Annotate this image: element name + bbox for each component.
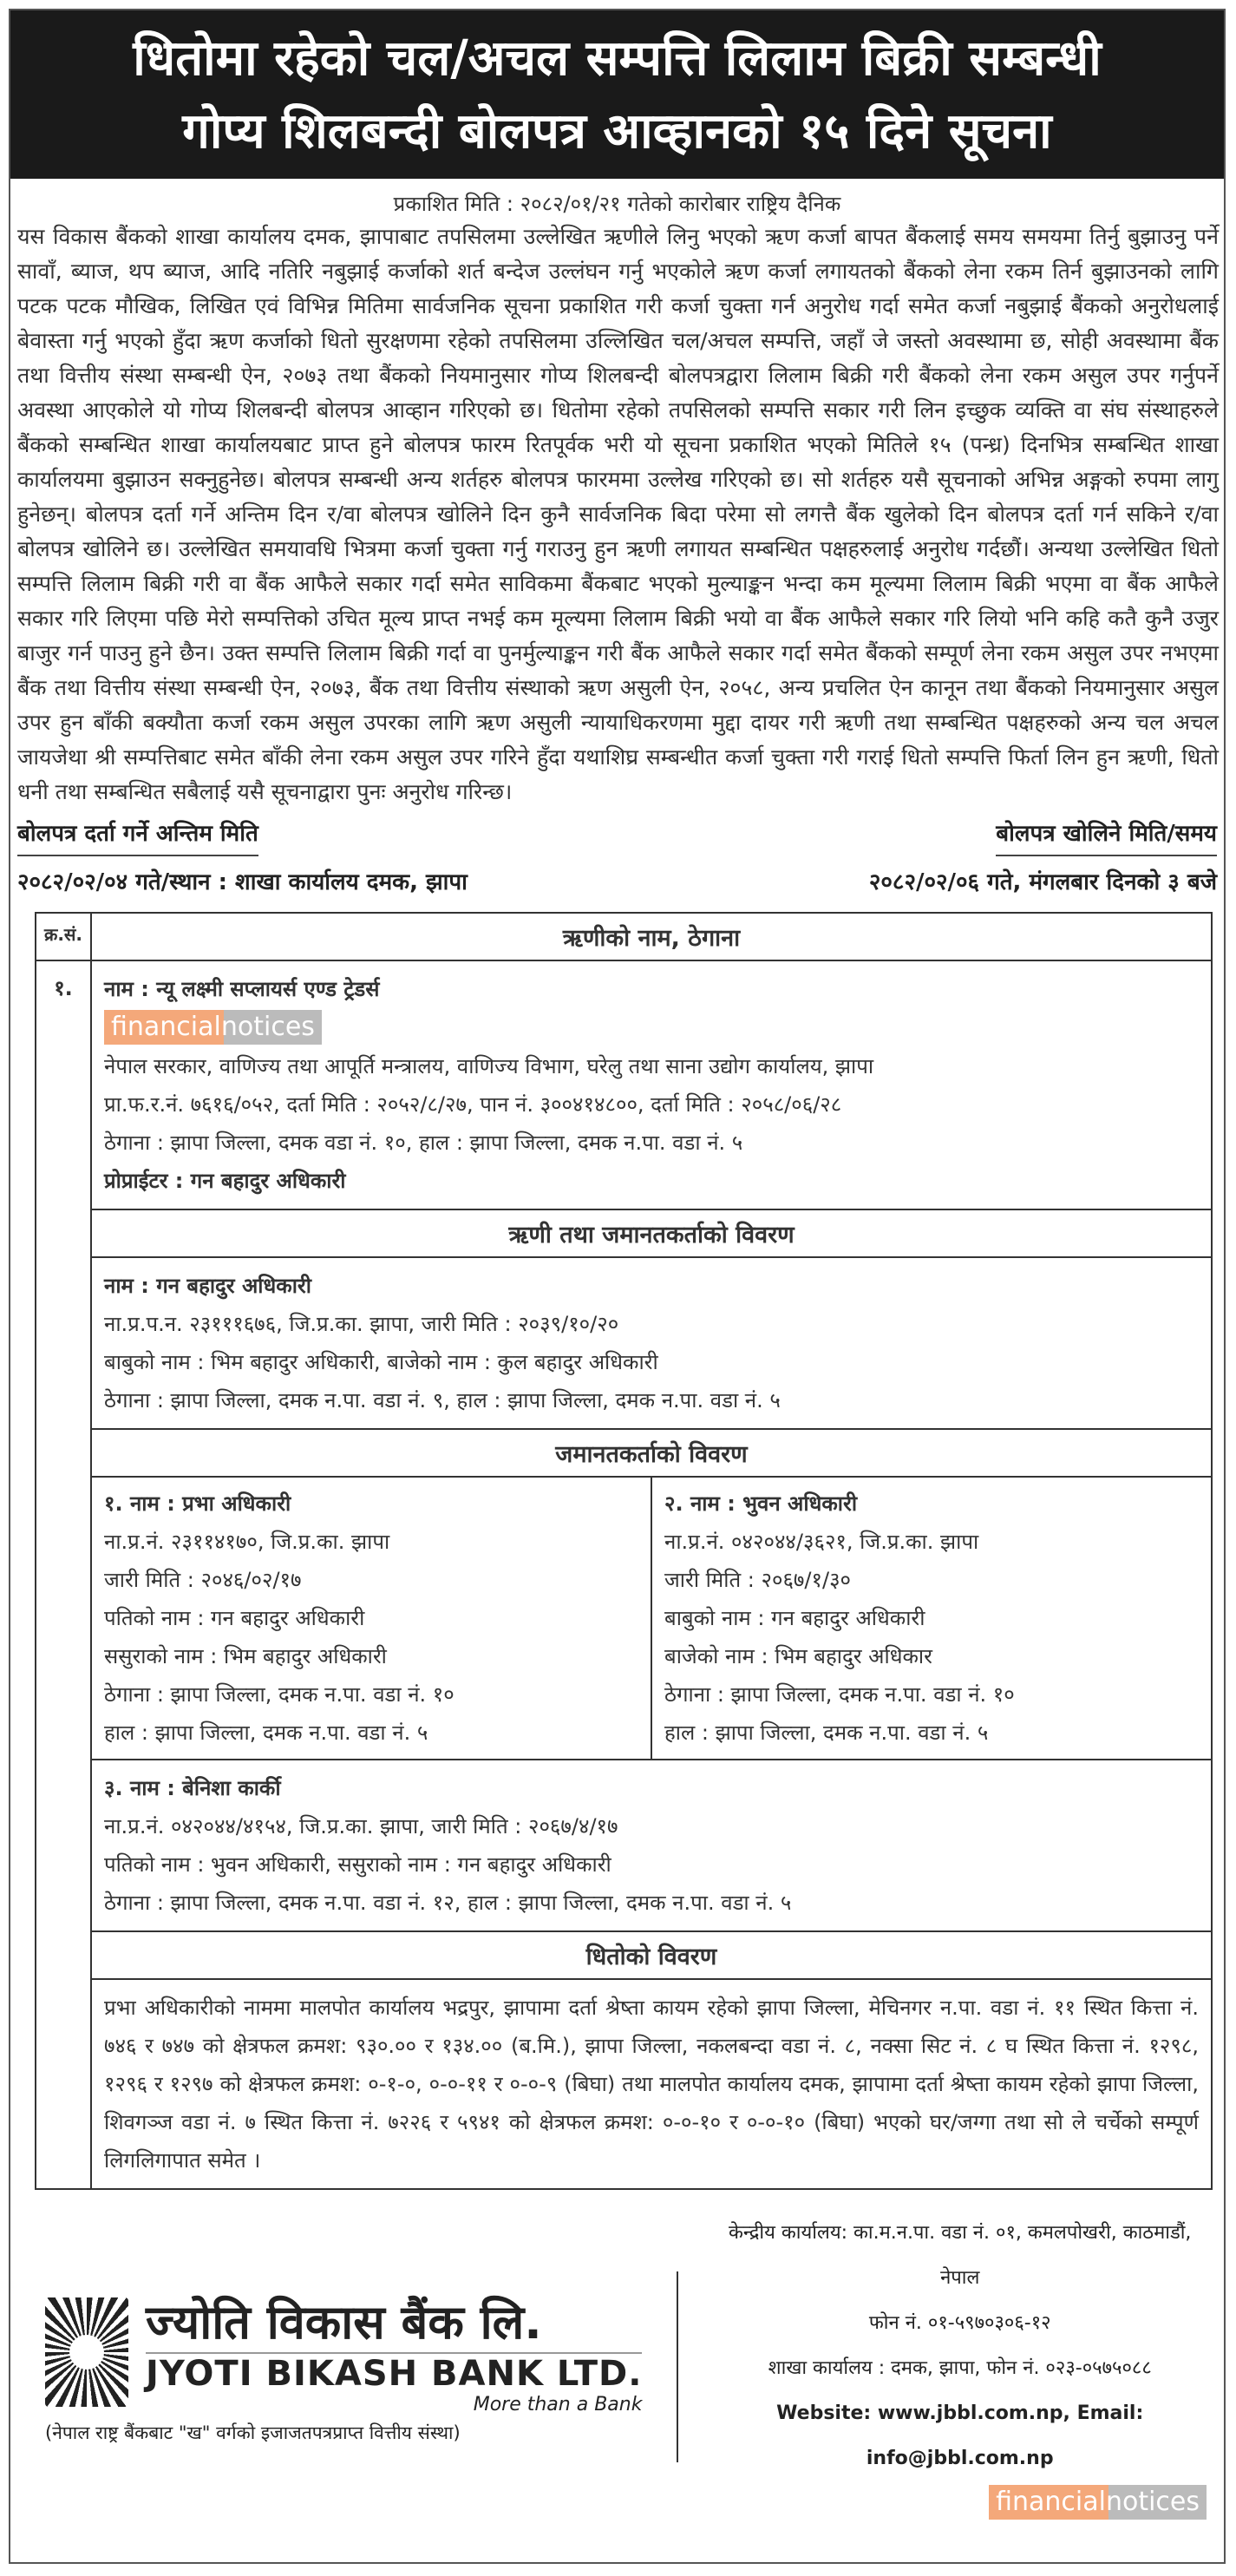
borrower-name: नाम : न्यू लक्ष्मी सप्लायर्स एण्ड ट्रेडर्स: [104, 977, 380, 1001]
borrower-proprietor: प्रोप्राईटर : गन बहादुर अधिकारी: [104, 1169, 346, 1193]
license-note: (नेपाल राष्ट्र बैंकबाट "ख" वर्गको इजाजतपत्रप्राप्त वित्तीय संस्था): [45, 2422, 461, 2443]
registration-deadline-label: बोलपत्र दर्ता गर्ने अन्तिम मिति: [17, 816, 258, 856]
borrower-guarantor-header: ऋणी तथा जमानतकर्ताको विवरण: [91, 1209, 1212, 1257]
details-table: [35, 912, 1213, 2190]
date-values: [10, 865, 1224, 896]
address-info: ठेगाना : झापा जिल्ला, दमक न.पा. वडा नं. ९, हाल : झापा जिल्ला, दमक न.पा. वडा नं. ५: [104, 1388, 781, 1413]
title-line-1: धितोमा रहेको चल/अचल सम्पत्ति लिलाम बिक्री सम्बन्धी: [133, 30, 1102, 87]
guarantor-header: जमानतकर्ताको विवरण: [91, 1429, 1212, 1477]
title-line-2: गोप्य शिलबन्दी बोलपत्र आव्हानको १५ दिने सूचना: [182, 103, 1052, 160]
bank-logo-block: [45, 2288, 642, 2445]
guarantor-line: हाल : झापा जिल्ला, दमक न.पा. वडा नं. ५: [664, 1721, 989, 1745]
notice-title: [10, 10, 1224, 179]
guarantor-line: ना.प्र.नं. ०४२०४४/४१५४, जि.प्र.का. झापा, जारी मिति : २०६७/४/१७: [104, 1814, 618, 1839]
guarantor-line: ना.प्र.नं. ०४२०४४/३६२१, जि.प्र.का. झापा: [664, 1530, 979, 1554]
watermark: financialnotices: [104, 1010, 322, 1045]
guarantor-line: बाबुको नाम : गन बहादुर अधिकारी: [664, 1606, 925, 1630]
sn-header: क्र.सं.: [36, 913, 91, 960]
citizenship-info: ना.प्र.प.न. २३१११६७६, जि.प्र.का. झापा, जारी मिति : २०३९/१०/२०: [104, 1312, 619, 1336]
guarantor-name: ३. नाम : बेनिशा कार्की: [104, 1776, 281, 1800]
branch-office: शाखा कार्यालय : दमक, झापा, फोन नं. ०२३-०५७५०८८: [768, 2357, 1152, 2379]
guarantor-name: १. नाम : प्रभा अधिकारी: [104, 1491, 291, 1516]
borrower-detail: [91, 1257, 1212, 1429]
serial-number: १.: [36, 960, 91, 2189]
guarantor-line: ठेगाना : झापा जिल्ला, दमक न.पा. वडा नं. १२, हाल : झापा जिल्ला, दमक न.पा. वडा नं. ५: [104, 1891, 792, 1915]
guarantor-line: ना.प्र.नं. २३११४१७०, जि.प्र.का. झापा: [104, 1530, 390, 1554]
guarantor-line: पतिको नाम : भुवन अधिकारी, ससुराको नाम : गन बहादुर अधिकारी: [104, 1852, 611, 1877]
opening-date-label: बोलपत्र खोलिने मिति/समय: [996, 816, 1217, 856]
guarantor-line: जारी मिति : २०४६/०२/१७: [104, 1568, 302, 1592]
borrower-info: [91, 960, 1212, 1209]
guarantor-name: २. नाम : भुवन अधिकारी: [664, 1491, 858, 1516]
guarantor-line: ठेगाना : झापा जिल्ला, दमक न.पा. वडा नं. १०: [664, 1682, 1015, 1707]
collateral-detail: प्रभा अधिकारीको नाममा मालपोत कार्यालय भद्रपुर, झापामा दर्ता श्रेष्ता कायम रहेको झापा जिल्ला, मेचिनगर न.पा. वडा नं. ११ स्थित कित्ता नं. ७४६ र ७४७ को क्षेत्रफल क्रमश: ९३०.०० र १३४.०० (ब.मि.), झापा जिल्ला, नकलबन्दा वडा नं. ८, नक्सा सिट नं. ८ घ स्थित कित्ता नं. १२९८, १२९६ र १२९७ को क्षेत्रफल क्रमश: ०-१-०, ०-०-११ र ०-०-९ (बिघा) तथा मालपोत कार्यालय दमक, झापामा दर्ता श्रेष्ता कायम रहेको झापा जिल्ला, शिवगञ्ज वडा नं. ७ स्थित कित्ता नं. ७२२६ र ५९४१ को क्षेत्रफल क्रमश: ०-०-१० र ०-०-१० (बिघा) भएको घर/जग्गा तथा सो ले चर्चेको सम्पूर्ण लिगलिगापात समेत ।: [91, 1979, 1212, 2189]
guarantor-line: बाजेको नाम : भिम बहादुर अधिकार: [664, 1644, 932, 1668]
guarantor-1: [92, 1478, 652, 1759]
date-labels: [10, 816, 1224, 856]
person-name: नाम : गन बहादुर अधिकारी: [104, 1274, 311, 1298]
watermark: financialnotices: [989, 2485, 1207, 2520]
divider: [677, 2271, 678, 2462]
guarantor-line: हाल : झापा जिल्ला, दमक न.पा. वडा नं. ५: [104, 1721, 428, 1745]
registration-deadline-value: २०८२/०२/०४ गते/स्थान : शाखा कार्यालय दमक, झापा: [17, 869, 468, 895]
borrower-registration-numbers: प्रा.फ.र.नं. ७६१६/०५२, दर्ता मिति : २०५२/८/२७, पान नं. ३००४१४८००, दर्ता मिति : २०५८/०६/२८: [104, 1092, 842, 1117]
guarantor-3: [92, 1759, 1211, 1930]
guarantors: [91, 1477, 1212, 1931]
bank-tagline: More than a Bank: [473, 2394, 643, 2415]
notice: [9, 9, 1226, 2564]
phone: फोन नं. ०१-५९७०३०६-१२: [868, 2312, 1051, 2334]
bank-name-english: JYOTI BIKASH BANK LTD.: [146, 2354, 643, 2394]
website-email: Website: www.jbbl.com.np, Email: info@jbbl.com.np: [776, 2402, 1144, 2469]
sun-logo-icon: [45, 2297, 128, 2407]
borrower-address: ठेगाना : झापा जिल्ला, दमक वडा नं. १०, हाल : झापा जिल्ला, दमक न.पा. वडा नं. ५: [104, 1131, 743, 1155]
contact-info: [713, 2211, 1207, 2522]
family-info: बाबुको नाम : भिम बहादुर अधिकारी, बाजेको नाम : कुल बहादुर अधिकारी: [104, 1350, 658, 1374]
guarantor-line: जारी मिति : २०६७/१/३०: [664, 1568, 852, 1592]
footer: [10, 2190, 1224, 2522]
notice-body: यस विकास बैंकको शाखा कार्यालय दमक, झापाबाट तपसिलमा उल्लेखित ऋणीले लिनु भएको ऋण कर्जा बापत बैंकलाई समय समयमा तिर्नु बुझाउनु पर्ने सावाँ, ब्याज, थप ब्याज, आदि नतिरि नबुझाई कर्जाको शर्त बन्देज उल्लंघन गर्नु भएकोले ऋण कर्जा लगायतको बैंकको लेना रकम तिर्न बुझाउनको लागि पटक पटक मौखिक, लिखित एवं विभिन्न मितिमा सार्वजनिक सूचना प्रकाशित गरी कर्जा चुक्ता गर्न अनुरोध गर्दा समेत कर्जा नबुझाई बैंकको अनुरोधलाई बेवास्ता गर्नु भएको हुँदा ऋण कर्जाको धितो सुरक्षणमा रहेको तपसिलमा उल्लिखित चल/अचल सम्पत्ति, जहाँ जे जस्तो अवस्थामा छ, सोही अवस्थामा बैंक तथा वित्तीय संस्था सम्बन्धी ऐन, २०७३ तथा बैंकको नियमानुसार गोप्य शिलबन्दी बोलपत्रद्वारा लिलाम बिक्री गरी बैंकको लेना रकम असुल उपर गर्नुपर्ने अवस्था आएकोले यो गोप्य शिलबन्दी बोलपत्र आव्हान गरिएको छ। धितोमा रहेको तपसिलको सम्पत्ति सकार गरी लिन इच्छुक व्यक्ति वा संघ संस्थाहरुले बैंकको सम्बन्धित शाखा कार्यालयबाट प्राप्त हुने बोलपत्र फारम रितपूर्वक भरी यो सूचना प्रकाशित भएको मितिले १५ (पन्ध्र) दिनभित्र सम्बन्धित शाखा कार्यालयमा बुझाउन सक्नुहुनेछ। बोलपत्र सम्बन्धी अन्य शर्तहरु बोलपत्र फारममा उल्लेख गरिएको छ। सो शर्तहरु यसै सूचनाको अभिन्न अङ्गको रुपमा लागु हुनेछन्। बोलपत्र दर्ता गर्ने अन्तिम दिन र/वा बोलपत्र खोलिने दिन कुनै सार्वजनिक बिदा परेमा सो लगत्तै बैंक खुलेको दिन बोलपत्र दर्ता गर्न सकिने र/वा बोलपत्र खोलिने छ। उल्लेखित समयावधि भित्रमा कर्जा चुक्ता गर्नु गराउनु हुन ऋणी लगायत सम्बन्धित पक्षहरुलाई अनुरोध गर्दछौं। अन्यथा उल्लेखित धितो सम्पत्ति लिलाम बिक्री गरी वा बैंक आफैले सकार गर्दा समेत साविकमा बैंकबाट भएको मुल्याङ्कन भन्दा कम मूल्यमा लिलाम बिक्री भएमा वा बैंक आफैले सकार गरि लिएमा पछि मेरो सम्पत्तिको उचित मूल्य प्राप्त नभई कम मूल्यमा लिलाम बिक्री भयो वा बैंक आफैले सकार गरि लियो भनि कहि कतै कुनै उजुर बाजुर गर्न पाउनु हुने छैन। उक्त सम्पत्ति लिलाम बिक्री गर्दा वा पुनर्मुल्याङ्कन गरी बैंक आफैले सकार गर्दा समेत बैंकको सम्पूर्ण लेना रकम असुल उपर नभएमा बैंक तथा वित्तीय संस्था सम्बन्धी ऐन, २०७३, बैंक तथा वित्तीय संस्थाको ऋण असुली ऐन, २०५८, अन्य प्रचलित ऐन कानून तथा बैंकको नियमानुसार असुल उपर हुन बाँकी बक्यौता कर्जा रकम असुल उपरका लागि ऋण असुली न्यायाधिकरणमा मुद्दा दायर गरी ऋणी तथा सम्बन्धित पक्षहरुको अन्य चल अचल जायजेथा श्री सम्पत्तिबाट समेत बाँकी लेना रकम असुल उपर गरिने हुँदा यथाशिघ्र सम्बन्धीत कर्जा चुक्ता गरी गराई धितो सम्पत्ति फिर्ता लिन हुन ऋणी, धितो धनी तथा सम्बन्धित सबैलाई यसै सूचनाद्वारा पुनः अनुरोध गरिन्छ।: [17, 224, 1220, 804]
head-office: केन्द्रीय कार्यालय: का.म.न.पा. वडा नं. ०१, कमलपोखरी, काठमाडौं, नेपाल: [729, 2222, 1192, 2289]
published-date: प्रकाशित मिति : २०८२/०१/२१ गतेको कारोबार राष्ट्रिय दैनिक: [393, 192, 841, 216]
borrower-registration-office: नेपाल सरकार, वाणिज्य तथा आपूर्ति मन्त्रालय, वाणिज्य विभाग, घरेलु तथा साना उद्योग कार्यालय, झापा: [104, 1054, 874, 1078]
guarantor-line: पतिको नाम : गन बहादुर अधिकारी: [104, 1606, 365, 1630]
borrower-header: ऋणीको नाम, ठेगाना: [91, 913, 1212, 960]
bank-name-nepali: ज्योति विकास बैंक लि.: [146, 2288, 642, 2354]
guarantor-line: ससुराको नाम : भिम बहादुर अधिकारी: [104, 1644, 387, 1668]
guarantor-line: ठेगाना : झापा जिल्ला, दमक न.पा. वडा नं. १०: [104, 1682, 455, 1707]
guarantor-2: [652, 1478, 1211, 1759]
opening-date-value: २०८२/०२/०६ गते, मंगलबार दिनको ३ बजे: [868, 869, 1217, 895]
collateral-header: धितोको विवरण: [91, 1931, 1212, 1979]
